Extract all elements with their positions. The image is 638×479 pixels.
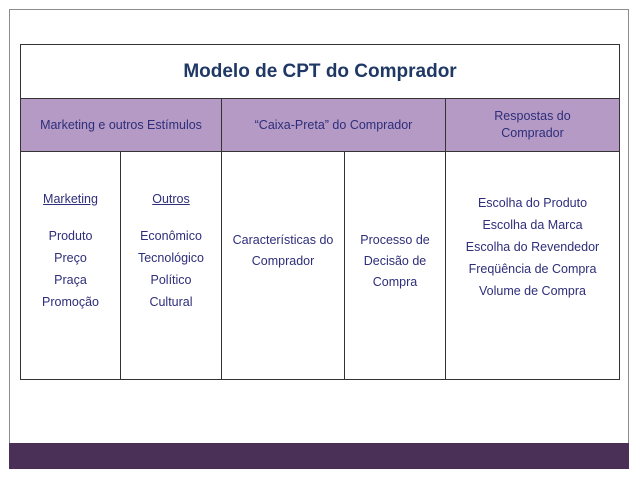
resposta-item: Volume de Compra xyxy=(479,284,587,298)
outros-item: Econômico xyxy=(140,229,202,243)
header-stimuli: Marketing e outros Estímulos xyxy=(21,99,222,152)
resposta-item: Freqüência de Compra xyxy=(468,262,597,276)
resposta-item: Escolha da Marca xyxy=(482,218,583,232)
header-responses-text: Respostas do Comprador xyxy=(494,109,571,140)
header-responses xyxy=(446,99,620,152)
processo-column xyxy=(345,152,446,380)
marketing-item: Praça xyxy=(54,273,87,287)
marketing-item: Promoção xyxy=(42,295,99,309)
outros-item: Tecnológico xyxy=(137,251,204,265)
outros-column xyxy=(121,152,222,380)
outros-title: Outros xyxy=(152,192,190,206)
marketing-item: Produto xyxy=(48,229,93,243)
caracteristicas-column xyxy=(222,152,345,380)
marketing-title: Marketing xyxy=(43,192,98,206)
respostas-column xyxy=(446,152,620,380)
marketing-item: Preço xyxy=(54,251,87,265)
outros-item: Político xyxy=(150,273,192,287)
footer-bar xyxy=(9,443,629,469)
resposta-item: Escolha do Produto xyxy=(477,196,588,210)
marketing-column xyxy=(21,152,121,380)
caracteristicas-text: Características do Comprador xyxy=(232,233,334,268)
processo-text: Processo de Decisão de Compra xyxy=(360,233,430,289)
outros-item: Cultural xyxy=(149,295,193,309)
table-title: Modelo de CPT do Comprador xyxy=(21,45,620,99)
cpt-model-table xyxy=(20,44,620,380)
resposta-item: Escolha do Revendedor xyxy=(465,240,600,254)
header-black-box: “Caixa-Preta” do Comprador xyxy=(222,99,446,152)
